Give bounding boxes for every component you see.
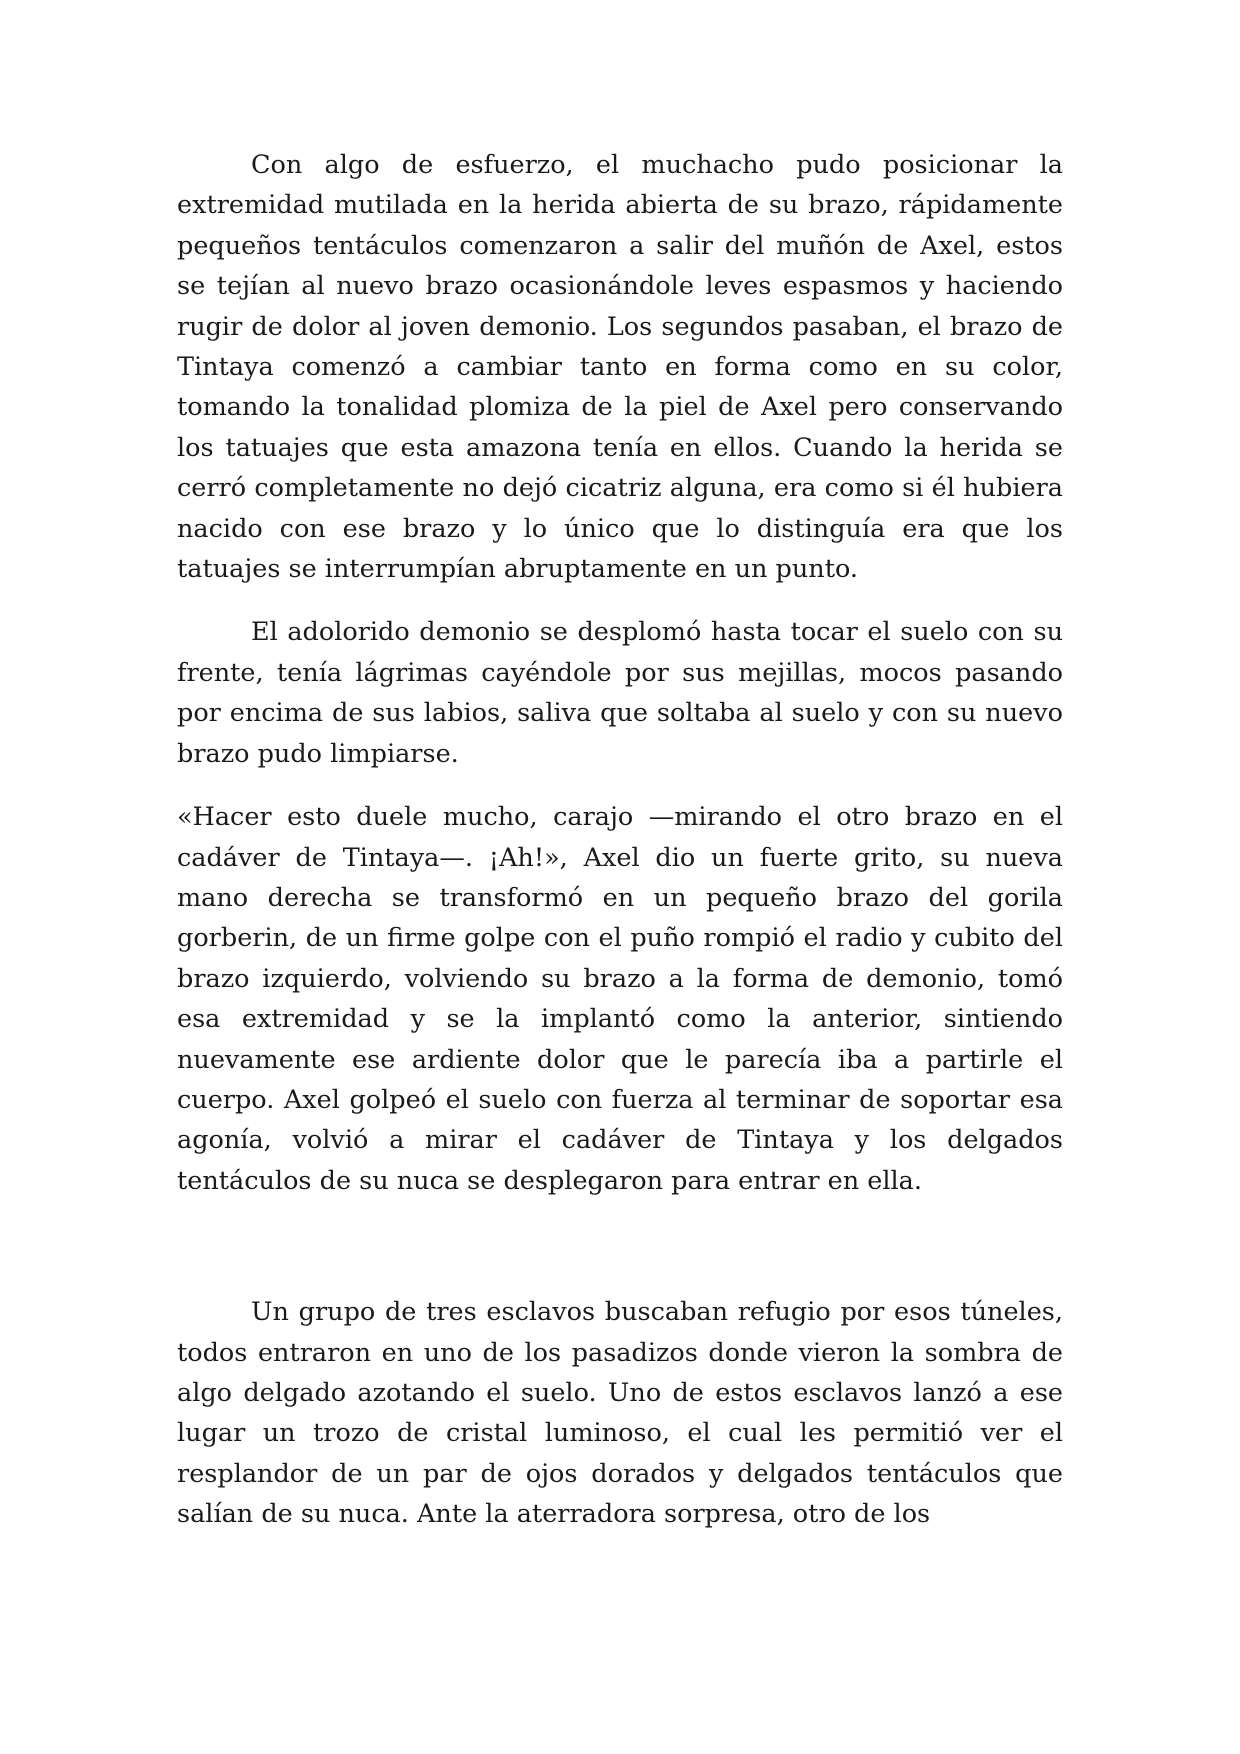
paragraph-1: Con algo de esfuerzo, el muchacho pudo posicionar la extremidad mutilada en la herida abierta de su brazo, rápidamente pequeños tentáculos comenzaron a salir del muñón de Axel, estos se tejían al nuevo brazo ocasionándole leves espasmos y haciendo rugir de dolor al joven demonio. Los segundos pasaban, el brazo de Tintaya comenzó a cambiar tanto en forma como en su color, tomando la tonalidad plomiza de la piel de Axel pero conservando los tatuajes que esta amazona tenía en ellos. Cuando la herida se cerró completamente no dejó cicatriz alguna, era como si él hubiera nacido con ese brazo y lo único que lo distinguía era que los tatuajes se interrumpían abruptamente en un punto. [177, 150, 1063, 585]
page-body [177, 145, 1063, 1535]
paragraph-2: El adolorido demonio se desplomó hasta tocar el suelo con su frente, tenía lágrimas cayéndole por sus mejillas, mocos pasando por encima de sus labios, saliva que soltaba al suelo y con su nuevo brazo pudo limpiarse. [177, 617, 1063, 769]
paragraph-3-dialogue: «Hacer esto duele mucho, carajo —mirando el otro brazo en el cadáver de Tintaya—. ¡Ah!», Axel dio un fuerte grito, su nueva mano derecha se transformó en un pequeño brazo del gorila gorberin, de un firme golpe con el puño rompió el radio y cubito del brazo izquierdo, volviendo su brazo a la forma de demonio, tomó esa extremidad y se la implantó como la anterior, sintiendo nuevamente ese ardiente dolor que le parecía iba a partirle el cuerpo. Axel golpeó el suelo con fuerza al terminar de soportar esa agonía, volvió a mirar el cadáver de Tintaya y los delgados tentáculos de su nuca se desplegaron para entrar en ella. [177, 802, 1063, 1196]
paragraph-4: Un grupo de tres esclavos buscaban refugio por esos túneles, todos entraron en uno de los pasadizos donde vieron la sombra de algo delgado azotando el suelo. Uno de estos esclavos lanzó a ese lugar un trozo de cristal luminoso, el cual les permitió ver el resplandor de un par de ojos dorados y delgados tentáculos que salían de su nuca. Ante la aterradora sorpresa, otro de los [177, 1297, 1063, 1530]
